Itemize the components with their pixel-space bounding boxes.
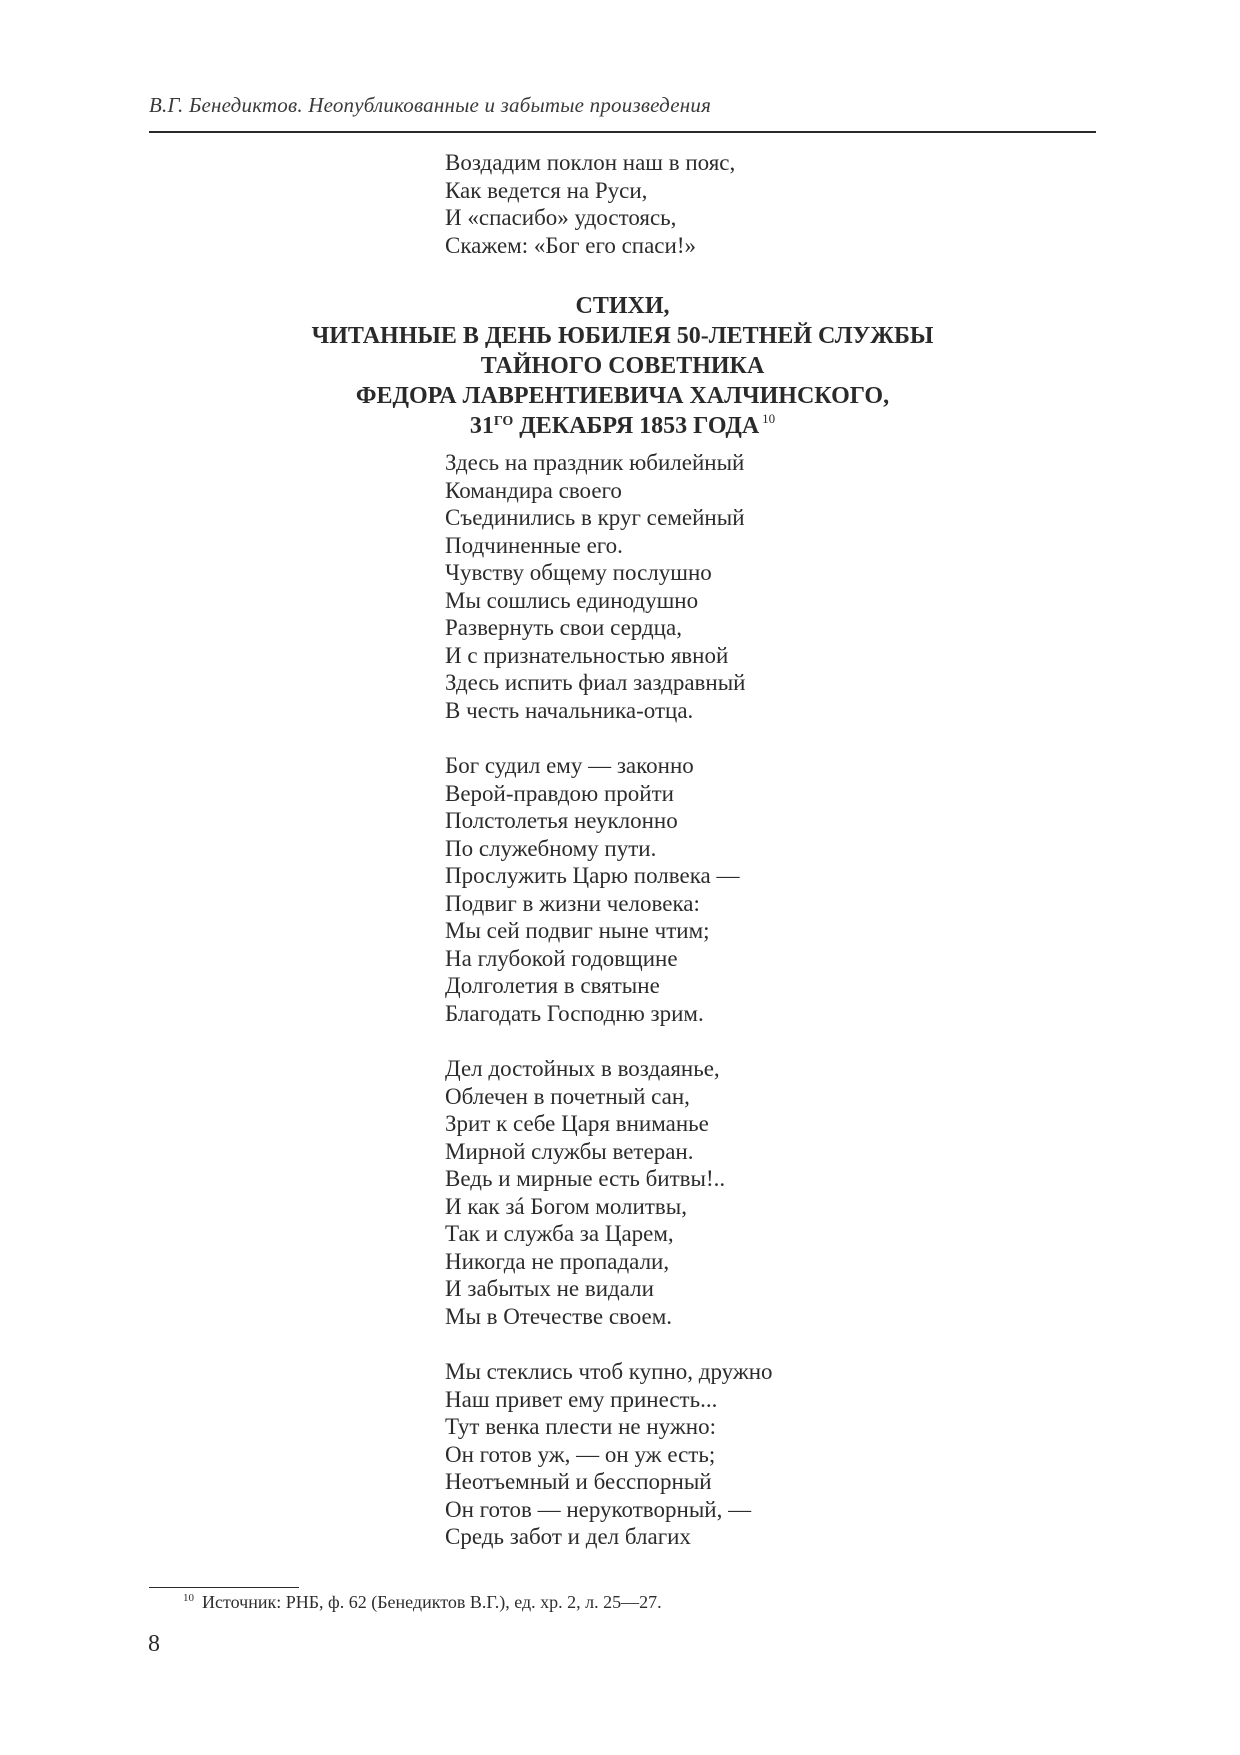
verse-line: Он готов — нерукотворный, — <box>445 1496 752 1522</box>
verse-line: Полстолетья неуклонно <box>445 808 678 833</box>
verse-line: В честь начальника-отца. <box>445 697 694 723</box>
verse-line: Наш привет ему принесть... <box>445 1386 718 1412</box>
verse-line: Средь забот и дел благих <box>445 1524 691 1549</box>
poem-title-line: СТИХИ, <box>575 293 670 319</box>
verse-line: Командира своего <box>445 477 622 503</box>
verse-line: Прослужить Царю полвека — <box>445 863 740 888</box>
verse-line: Развернуть свои сердца, <box>445 615 682 640</box>
verse-line: Как ведется на Руси, <box>445 177 648 203</box>
poem-title-day-suffix: ГО <box>493 414 514 429</box>
verse-line: Воздадим поклон наш в пояс, <box>445 150 736 175</box>
footnote-reference[interactable]: 10 <box>762 411 776 426</box>
verse-line: Подвиг в жизни человека: <box>445 890 700 916</box>
verse-line: По служебному пути. <box>445 835 657 861</box>
stanza-3 <box>445 1055 725 1330</box>
page-number: 8 <box>148 1631 160 1657</box>
verse-line: Здесь на праздник юбилейный <box>445 450 745 475</box>
verse-line: Бог судил ему — законно <box>445 753 694 778</box>
verse-line: И «спасибо» удостоясь, <box>445 205 677 230</box>
footnote-rule <box>149 1587 299 1588</box>
verse-line: Он готов уж, — он уж есть; <box>445 1441 716 1467</box>
verse-line: И как зá Богом молитвы, <box>445 1193 687 1219</box>
verse-line: Мы сошлись единодушно <box>445 587 699 613</box>
poem-title-line: ЧИТАННЫЕ В ДЕНЬ ЮБИЛЕЯ 50-ЛЕТНЕЙ СЛУЖБЫ <box>311 323 934 349</box>
poem-title-line: ТАЙНОГО СОВЕТНИКА <box>480 353 765 379</box>
verse-line: Верой-правдою пройти <box>445 780 674 806</box>
poem-title <box>200 291 1045 441</box>
verse-line: Чувству общему послушно <box>445 560 712 585</box>
stanza-2 <box>445 752 740 1027</box>
verse-line: Облечен в почетный сан, <box>445 1083 690 1109</box>
running-head: В.Г. Бенедиктов. Неопубликованные и забытые произведения <box>149 93 712 117</box>
verse-line: Дел достойных в воздаянье, <box>445 1056 720 1081</box>
verse-line: И с признательностью явной <box>445 642 729 668</box>
verse-line: Здесь испить фиал заздравный <box>445 670 746 695</box>
verse-line: Съединились в круг семейный <box>445 505 745 530</box>
stanza-4 <box>445 1358 773 1551</box>
verse-line: Мы стеклись чтоб купно, дружно <box>445 1359 773 1384</box>
stanza-1 <box>445 449 745 724</box>
verse-line: Никогда не пропадали, <box>445 1248 670 1274</box>
poem-title-line: ФЕДОРА ЛАВРЕНТИЕВИЧА ХАЛЧИНСКОГО, <box>355 383 890 409</box>
poem-title-day: 31 <box>469 413 494 439</box>
verse-line: Неотъемный и бесспорный <box>445 1469 712 1494</box>
footnote-number: 10 <box>183 1592 194 1604</box>
verse-line: Скажем: «Бог его спаси!» <box>445 232 696 258</box>
verse-line: На глубокой годовщине <box>445 945 678 971</box>
verse-line: Зрит к себе Царя вниманье <box>445 1111 709 1136</box>
verse-line: Мирной службы ветеран. <box>445 1138 694 1164</box>
poem-title-date: ДЕКАБРЯ 1853 ГОДА <box>513 413 760 439</box>
opening-stanza <box>445 149 735 259</box>
poem-title-date-line <box>200 411 1045 441</box>
verse-line: Тут венка плести не нужно: <box>445 1414 716 1439</box>
verse-line: Благодать Господню зрим. <box>445 1000 704 1026</box>
verse-line: Подчиненные его. <box>445 532 623 558</box>
footnote <box>183 1592 662 1613</box>
verse-line: Ведь и мирные есть битвы!.. <box>445 1166 726 1191</box>
verse-line: Мы сей подвиг ныне чтим; <box>445 918 710 943</box>
verse-line: Так и служба за Царем, <box>445 1221 674 1246</box>
verse-line: Мы в Отечестве своем. <box>445 1303 673 1329</box>
header-rule <box>149 131 1096 133</box>
footnote-text: Источник: РНБ, ф. 62 (Бенедиктов В.Г.), ед. хр. 2, л. 25—27. <box>202 1592 662 1612</box>
verse-line: Долголетия в святыне <box>445 973 660 998</box>
verse-line: И забытых не видали <box>445 1276 654 1301</box>
